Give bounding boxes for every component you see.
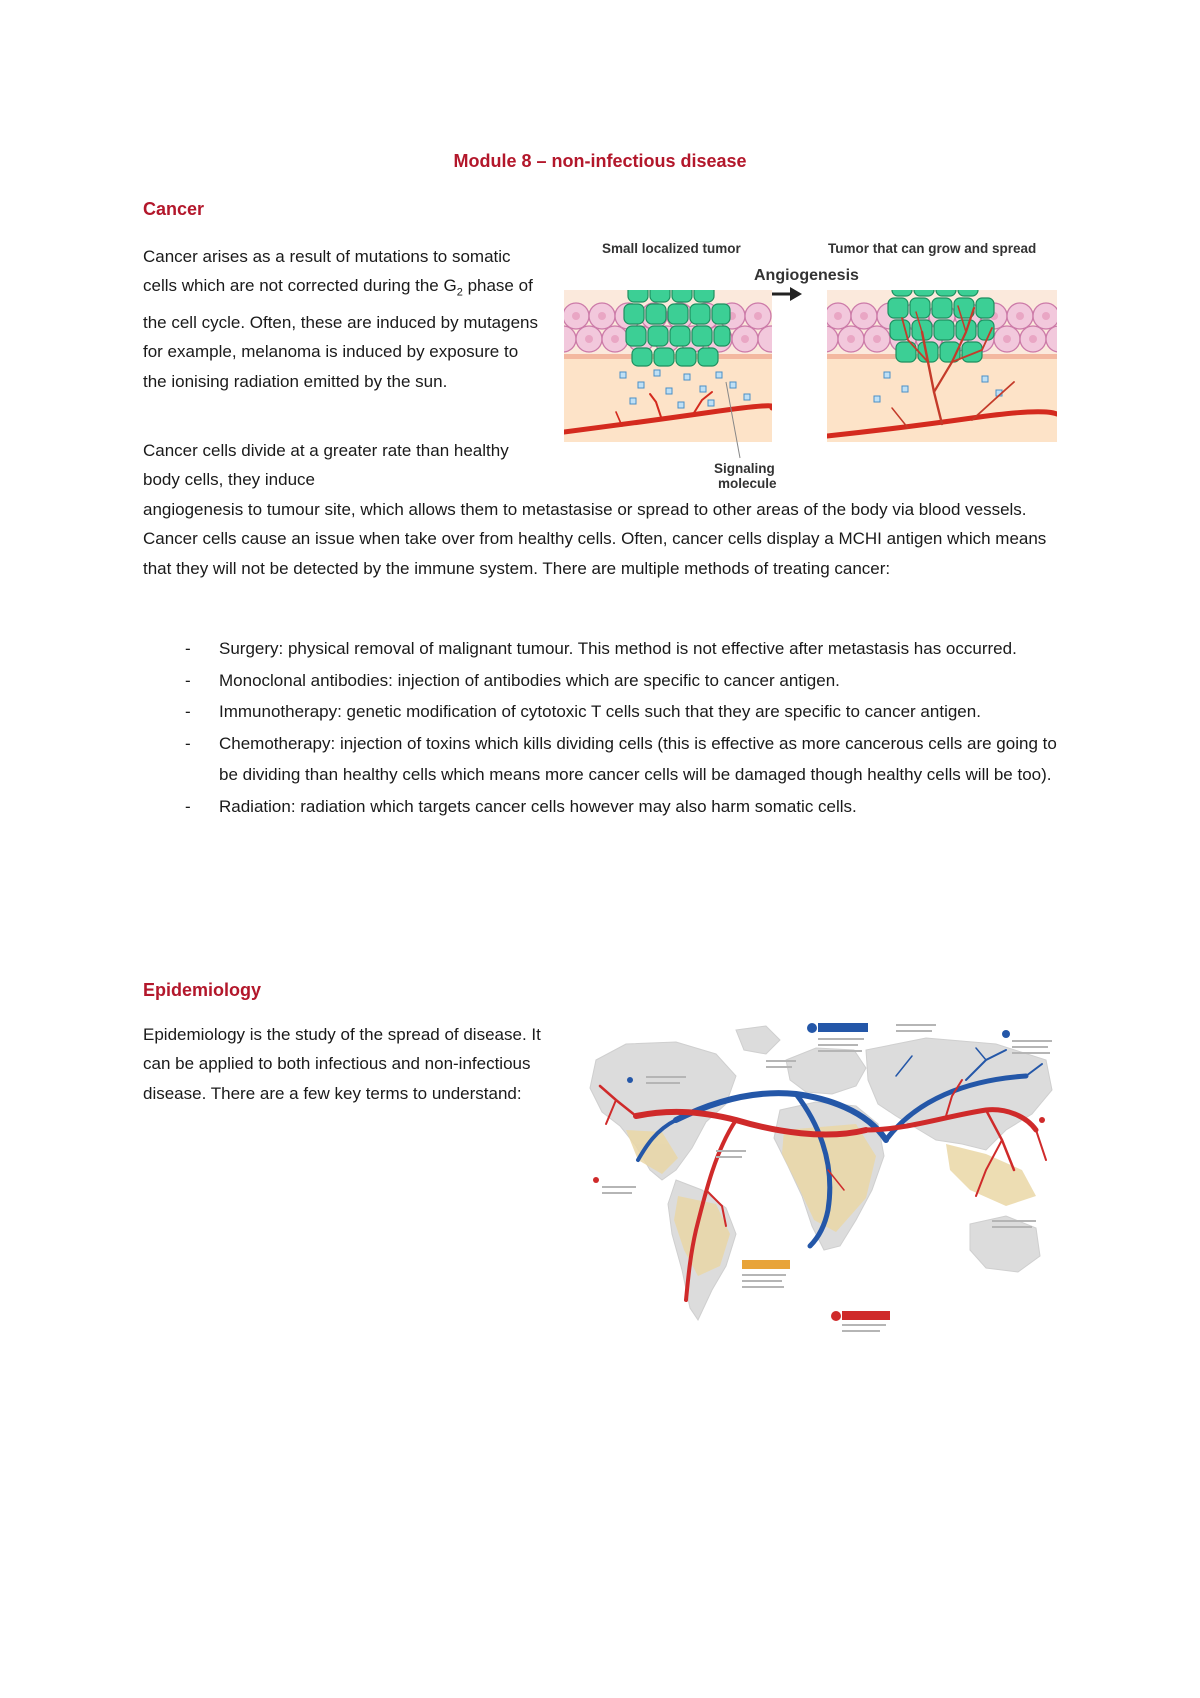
page-title: Module 8 – non-infectious disease <box>453 151 747 171</box>
treatment-text: Surgery: physical removal of malignant tumour. This method is not effective after metastasis has occurred. <box>219 639 1017 658</box>
angiogenesis-figure <box>562 232 1060 494</box>
cancer-intro-text-a: Cancer arises as a result of mutations to somatic cells which are not corrected during the G <box>143 247 511 296</box>
treatment-text: Radiation: radiation which targets cancer cells however may also harm somatic cells. <box>219 796 857 816</box>
bullet-dash: - <box>185 639 191 658</box>
label-signaling: Signaling <box>714 461 775 476</box>
bullet-dash: - <box>185 733 191 753</box>
bullet-dash: - <box>185 702 191 721</box>
treatment-text: Immunotherapy: genetic modification of cytotoxic T cells such that they are specific to cancer antigen. <box>219 702 981 721</box>
cancer-division-lead: Cancer cells divide at a greater rate than healthy body cells, they induce <box>143 441 509 490</box>
g2-subscript: 2 <box>456 286 463 299</box>
list-item <box>143 791 1063 823</box>
bullet-dash: - <box>185 670 191 690</box>
label-molecule: molecule <box>718 476 777 491</box>
epidemiology-paragraph: Epidemiology is the study of the spread of disease. It can be applied to both infectious and non-infectious disease. There are a few key terms to understand: <box>143 1025 541 1103</box>
bullet-dash: - <box>185 796 191 816</box>
label-small-localized-tumor: Small localized tumor <box>602 241 741 256</box>
treatment-text: Chemotherapy: injection of toxins which kills dividing cells (this is effective as more cancerous cells are going to be dividing than healthy cells which means more cancer cells will be damaged though healthy cells will be too). <box>219 733 1057 784</box>
cancer-heading: Cancer <box>143 199 205 219</box>
treatment-list <box>143 633 1063 822</box>
cancer-intro-paragraph <box>143 242 543 396</box>
treatment-text: Monoclonal antibodies: injection of antibodies which are specific to cancer antigen. <box>219 670 840 690</box>
cancer-intro-text-b: phase of the cell cycle. Often, these are induced by mutagens for example, melanoma is induced by exposure to the ionising radiation emitted by the sun. <box>143 276 539 391</box>
cancer-division-paragraph: angiogenesis to tumour site, which allows them to metastasise or spread to other areas of the body via blood vessels. Cancer cells cause an issue when take over from healthy cells. Often, cancer cells display a MCHI antigen which means that they will not be detected by the immune system. There are multiple methods of treating cancer: <box>143 500 1047 578</box>
list-item <box>143 665 1063 697</box>
list-item <box>143 696 1063 728</box>
label-angiogenesis: Angiogenesis <box>754 267 859 284</box>
epidemiology-heading: Epidemiology <box>143 980 262 1000</box>
panel-small-tumor <box>562 260 784 442</box>
list-item <box>143 728 1063 791</box>
world-map-figure <box>566 1020 1062 1340</box>
label-tumor-grow-spread: Tumor that can grow and spread <box>828 241 1037 256</box>
list-item <box>143 633 1063 665</box>
